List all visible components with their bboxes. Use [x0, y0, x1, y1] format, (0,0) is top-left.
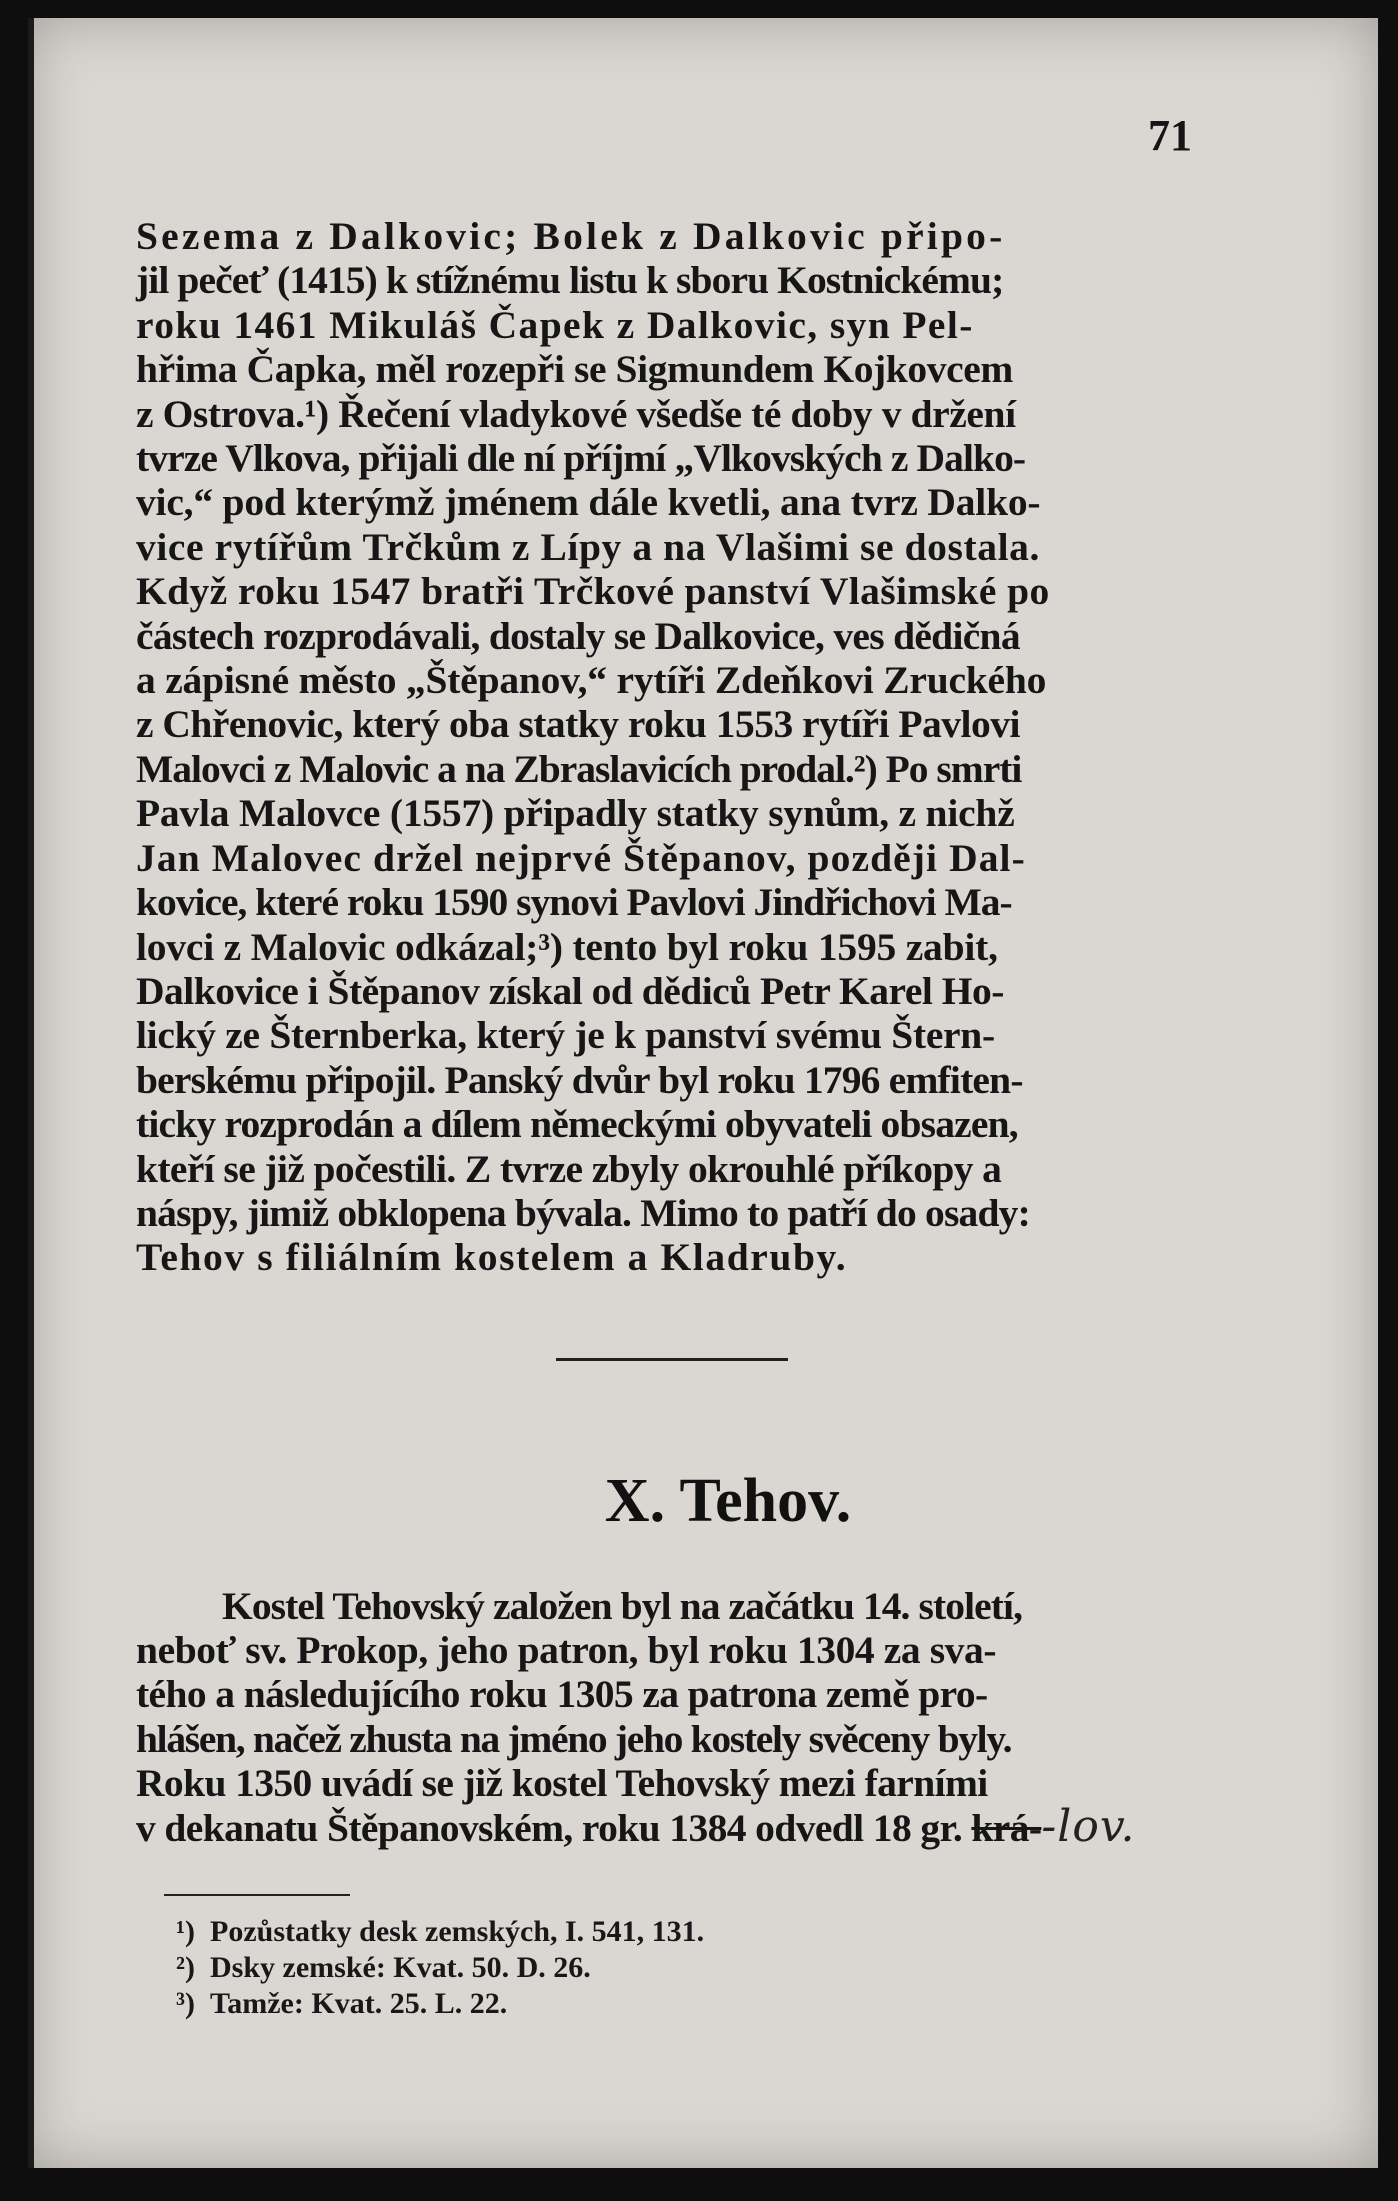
text-line: Sezema z Dalkovic; Bolek z Dalkovic připo-	[136, 214, 1006, 258]
text-line: Roku 1350 uvádí se již kostel Tehovský mezi farními	[136, 1760, 988, 1805]
text-line: Tehov s filiálním kostelem a Kladruby.	[136, 1235, 848, 1280]
footnote-item	[176, 1986, 704, 2022]
footnote-text: Tamže: Kvat. 25. L. 22.	[210, 1987, 508, 2020]
text-line: jil pečeť (1415) k stížnému listu k sboru Kostnickému;	[136, 258, 1004, 303]
text-line: roku 1461 Mikuláš Čapek z Dalkovic, syn Pel-	[136, 302, 974, 347]
footnotes	[176, 1914, 705, 2022]
text-line: neboť sv. Prokop, jeho patron, byl roku 1304 za sva-	[136, 1628, 997, 1673]
text-line: Kostel Tehovský založen byl na začátku 14. století,	[222, 1584, 1023, 1628]
text-line: a zápisné město „Štěpanov,“ rytíři Zdeňkovi Zruckého	[136, 658, 1047, 703]
text-line: berskému připojil. Panský dvůr byl roku 1796 emfiten-	[136, 1057, 1023, 1102]
book-page	[28, 18, 1378, 2168]
last-text-line	[136, 1801, 1228, 1853]
section-divider	[556, 1358, 788, 1361]
text-line: ticky rozprodán a dílem německými obyvateli obsazen,	[136, 1102, 1018, 1147]
footnote-separator	[164, 1894, 350, 1896]
text-line: vic,“ pod kterýmž jménem dále kvetli, ana tvrz Dalko-	[136, 480, 1041, 525]
footnote-number: ²)	[176, 1951, 195, 1984]
footnote-number: ¹)	[176, 1915, 195, 1948]
text-line: z Ostrova.¹) Řečení vladykové všedše té doby v držení	[136, 391, 1016, 436]
text-line-main: v dekanatu Štěpanovském, roku 1384 odvedl 18 gr.	[136, 1806, 963, 1851]
struck-word: krá-	[971, 1806, 1042, 1851]
body-paragraph	[136, 214, 1228, 1280]
text-line: kteří se již počestili. Z tvrze zbyly okrouhlé příkopy a	[136, 1146, 1002, 1191]
text-line: vice rytířům Trčkům z Lípy a na Vlašimi se dostala.	[136, 524, 1040, 569]
text-line: Jan Malovec držel nejprvé Štěpanov, později Dal-	[136, 835, 1026, 880]
text-line: z Chřenovic, který oba statky roku 1553 rytíři Pavlovi	[136, 702, 1020, 747]
page-number: 71	[1148, 111, 1192, 160]
text-line: tvrze Vlkova, přijali dle ní příjmí „Vlkovských z Dalko-	[136, 436, 1026, 481]
text-line: Pavla Malovce (1557) připadly statky synům, z nichž	[136, 791, 1015, 836]
text-line: kovice, které roku 1590 synovi Pavlovi Jindřichovi Ma-	[136, 880, 1012, 925]
footnote-item	[176, 1950, 704, 1986]
footnote-number: ³)	[176, 1987, 195, 2020]
section-paragraph	[136, 1584, 1228, 1853]
footnote-item	[176, 1914, 705, 1950]
text-line: lický ze Šternberka, který je k panství svému Štern-	[136, 1013, 995, 1058]
text-line: Dalkovice i Štěpanov získal od dědiců Petr Karel Ho-	[136, 968, 1004, 1013]
text-line: částech rozprodávali, dostaly se Dalkovice, ves dědičná	[136, 613, 1020, 658]
handwritten-correction: -lov.	[1041, 1801, 1136, 1853]
text-line: Když roku 1547 bratři Trčkové panství Vlašimské po	[136, 569, 1050, 614]
text-line: tého a následujícího roku 1305 za patrona země pro-	[136, 1672, 988, 1717]
text-line: Malovci z Malovic a na Zbraslavicích prodal.²) Po smrti	[136, 746, 1022, 791]
text-line: náspy, jimiž obklopena bývala. Mimo to patří do osady:	[136, 1190, 1030, 1235]
text-line: hřima Čapka, měl rozepři se Sigmundem Kojkovcem	[136, 347, 1013, 392]
section-title: X. Tehov.	[604, 1467, 852, 1535]
text-line: lovci z Malovic odkázal;³) tento byl roku 1595 zabit,	[136, 924, 998, 969]
page-spine-edge	[28, 18, 34, 2168]
text-line: hlášen, načež zhusta na jméno jeho kostely svěceny byly.	[136, 1716, 1012, 1761]
footnote-text: Dsky zemské: Kvat. 50. D. 26.	[210, 1951, 591, 1984]
footnote-text: Pozůstatky desk zemských, I. 541, 131.	[210, 1915, 705, 1948]
